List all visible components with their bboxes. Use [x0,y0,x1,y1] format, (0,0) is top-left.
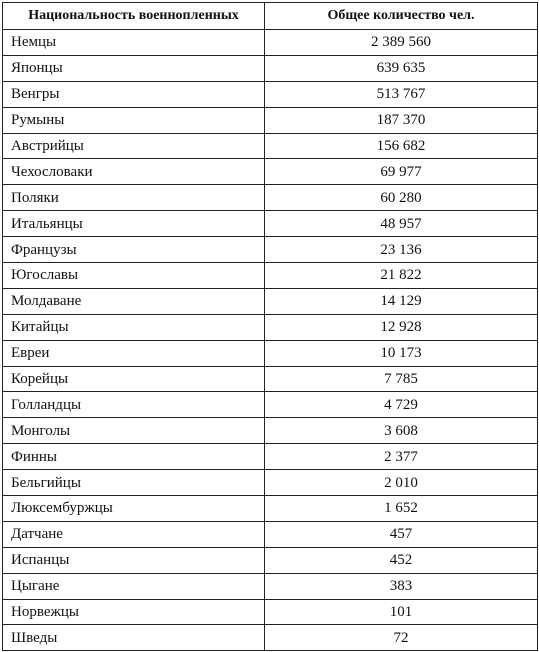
nationality-cell: Корейцы [3,366,265,392]
nationality-cell: Австрийцы [3,133,265,159]
nationality-cell: Цыгане [3,573,265,599]
table-row [3,107,538,133]
table-row [3,314,538,340]
table-row [3,573,538,599]
nationality-cell: Молдаване [3,288,265,314]
table-row [3,521,538,547]
nationality-cell: Испанцы [3,547,265,573]
table-row [3,418,538,444]
count-cell: 101 [265,599,538,625]
count-cell: 21 822 [265,263,538,289]
nationality-cell: Французы [3,237,265,263]
table-row [3,81,538,107]
table-row [3,55,538,81]
table-row [3,30,538,56]
header-nationality: Национальность военнопленных [3,3,265,30]
header-total-count: Общее количество чел. [265,3,538,30]
count-cell: 383 [265,573,538,599]
count-cell: 60 280 [265,185,538,211]
table-row [3,392,538,418]
table-row [3,625,538,651]
table-row [3,133,538,159]
table-row [3,263,538,289]
table-row [3,366,538,392]
count-cell: 10 173 [265,340,538,366]
nationality-cell: Итальянцы [3,211,265,237]
nationality-cell: Норвежцы [3,599,265,625]
count-cell: 69 977 [265,159,538,185]
nationality-cell: Китайцы [3,314,265,340]
table-row [3,496,538,522]
table-header-row [3,3,538,30]
count-cell: 12 928 [265,314,538,340]
nationality-cell: Монголы [3,418,265,444]
count-cell: 513 767 [265,81,538,107]
nationality-cell: Бельгийцы [3,470,265,496]
count-cell: 457 [265,521,538,547]
nationality-cell: Поляки [3,185,265,211]
nationality-cell: Румыны [3,107,265,133]
count-cell: 4 729 [265,392,538,418]
count-cell: 72 [265,625,538,651]
table-body [3,30,538,651]
table-row [3,470,538,496]
nationality-cell: Евреи [3,340,265,366]
nationality-cell: Голландцы [3,392,265,418]
nationality-cell: Японцы [3,55,265,81]
count-cell: 2 377 [265,444,538,470]
count-cell: 639 635 [265,55,538,81]
nationality-cell: Венгры [3,81,265,107]
table-row [3,547,538,573]
count-cell: 23 136 [265,237,538,263]
nationality-cell: Финны [3,444,265,470]
count-cell: 2 010 [265,470,538,496]
nationality-cell: Люксембуржцы [3,496,265,522]
table-row [3,185,538,211]
table-row [3,599,538,625]
table-row [3,159,538,185]
count-cell: 1 652 [265,496,538,522]
nationality-cell: Датчане [3,521,265,547]
count-cell: 2 389 560 [265,30,538,56]
table-row [3,340,538,366]
table-row [3,444,538,470]
nationality-cell: Чехословаки [3,159,265,185]
count-cell: 187 370 [265,107,538,133]
pow-nationality-table [2,2,538,651]
count-cell: 3 608 [265,418,538,444]
count-cell: 156 682 [265,133,538,159]
nationality-cell: Немцы [3,30,265,56]
table-row [3,288,538,314]
count-cell: 7 785 [265,366,538,392]
count-cell: 14 129 [265,288,538,314]
nationality-cell: Шведы [3,625,265,651]
count-cell: 48 957 [265,211,538,237]
table-row [3,237,538,263]
table-row [3,211,538,237]
count-cell: 452 [265,547,538,573]
nationality-cell: Югославы [3,263,265,289]
